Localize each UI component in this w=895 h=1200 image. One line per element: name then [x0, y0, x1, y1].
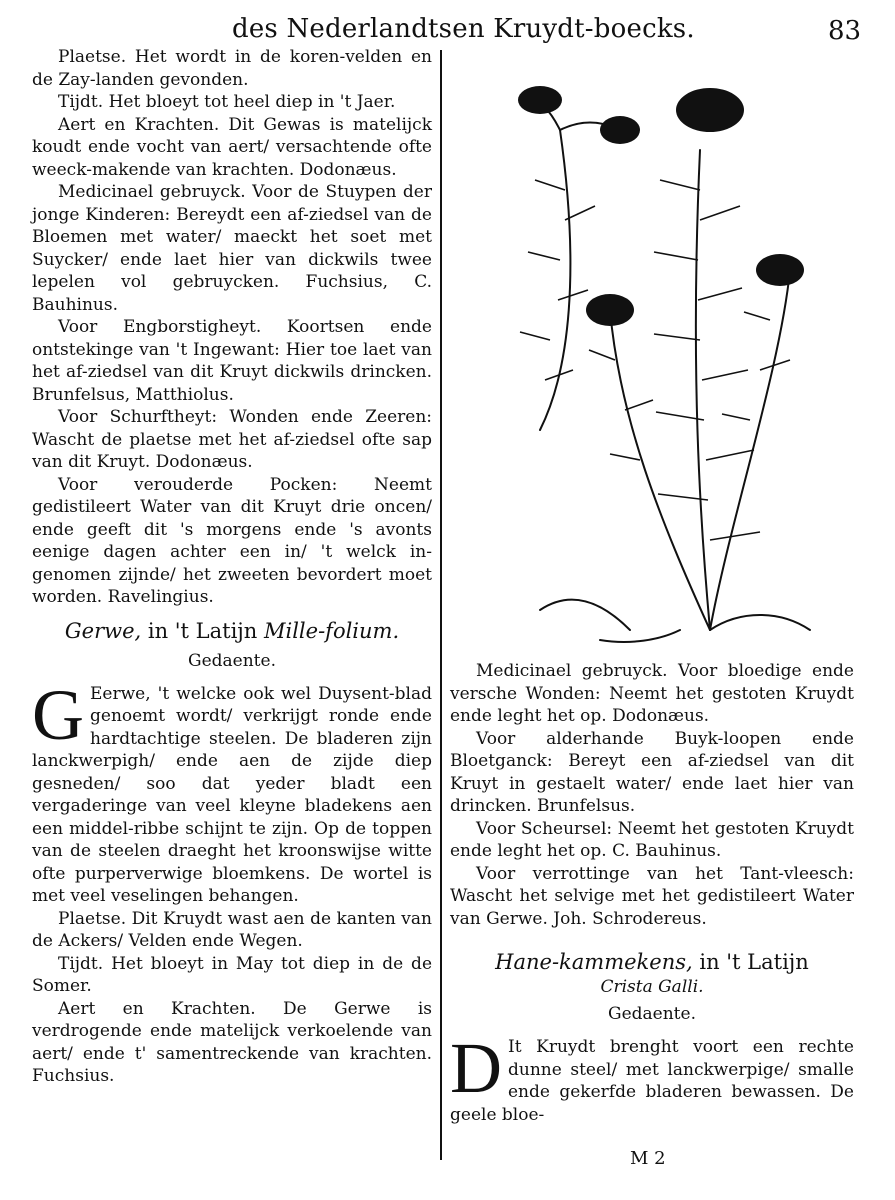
drop-cap: G [32, 674, 84, 755]
paragraph: Voor verouderde Pocken: Neemt gedistileert Water van dit Kruyt drie oncen/ ende geeft dit 's morgens ende 's avonts eenige dagen achter een in/ 't welck in-genomen zijnde/ het zweeten bevordert moet worden. Ravelingius. [32, 474, 432, 607]
paragraph: Aert en Krachten. De Gerwe is verdrogende ende matelijck verkoelende van aert/ ende t' samentreckende van krachten. Fuchsius. [32, 998, 432, 1086]
paragraph: Voor Engborstigheyt. Koortsen ende ontstekinge van 't Ingewant: Hier toe laet van het af-ziedsel van dit Kruyt dickwils drincken. Brunfelsus, Matthiolus. [32, 317, 432, 405]
paragraph: Aert en Krachten. Dit Gewas is matelijck koudt ende vocht van aert/ versachtende ofte weeck-makende van krachten. Dodonæus. [32, 114, 432, 180]
woodcut-illustration [480, 70, 820, 650]
running-header [0, 14, 895, 48]
paragraph: Plaetse. Dit Kruydt wast aen de kanten van de Ackers/ Velden ende Wegen. [32, 908, 432, 951]
paragraph: Tijdt. Het bloeyt tot heel diep in 't Jaer. [58, 92, 396, 112]
paragraph-text: Eerwe, 't welcke ook wel Duysent-blad genoemt wordt/ verkrijgt ronde ende hardtachtige steelen. De bladeren zijn lanckwerpigh/ ende aen de zijde diep gesneden/ soo dat yeder bladt een vergaderinge van veel kleyne bladekens aen een middel-ribbe schijnt te zijn. Op de toppen van de steelen draeght het kroonswijse witte ofte purperverwige bloemkens. De wortel is met veel veselingen behangen. [32, 683, 432, 906]
left-column [32, 46, 432, 1088]
section-title-gerwe [32, 617, 432, 645]
section-subhead: Gedaente. [188, 650, 276, 671]
section-title-latin: Mille-folium. [264, 618, 400, 643]
section-first-paragraph [450, 1028, 854, 1126]
section-subhead: Gedaente. [608, 1004, 696, 1024]
paragraph: Tijdt. Het bloeyt in May tot diep in de de Somer. [32, 953, 432, 996]
column-divider [440, 50, 442, 1160]
section-title-mid: in 't Latijn [141, 618, 264, 643]
paragraph: Voor alderhande Buyk-loopen ende Bloetganck: Bereyt een af-ziedsel van dit Kruyt in gestaelt water/ ende laet hier van drincken. Brunfelsus. [450, 728, 854, 816]
section-title-name: Hane-kammekens, [495, 950, 693, 974]
paragraph: Medicinael gebruyck. Voor bloedige ende versche Wonden: Neemt het gestoten Kruydt ende leght het op. Dodonæus. [450, 661, 854, 726]
signature-mark: M 2 [630, 1148, 666, 1169]
section-title-mid: in 't Latijn [692, 950, 809, 974]
section-latin-name: Crista Galli. [600, 977, 704, 997]
running-title: des Nederlandtsen Kruydt-boecks. [232, 14, 695, 44]
section-first-paragraph [32, 674, 432, 908]
paragraph-text: It Kruydt brenght voort een rechte dunne steel/ met lanckwerpige/ smalle ende gekerfde bladeren bewassen. De geele bloe- [450, 1037, 854, 1125]
paragraph: Medicinael gebruyck. Voor de Stuypen der jonge Kinderen: Bereydt een af-ziedsel van de Bloemen met water/ maeckt het soet met Suycker/ ende laet hier van dickwils twee lepelen vol gebruycken. Fuchsius, C. Bauhinus. [32, 182, 432, 315]
section-title-name: Gerwe, [64, 618, 142, 643]
section-title-hane-kammekens [450, 948, 854, 976]
paragraph: Voor Scheursel: Neemt het gestoten Kruydt ende leght het op. C. Bauhinus. [450, 818, 854, 861]
paragraph: Voor Schurftheyt: Wonden ende Zeeren: Wascht de plaetse met het af-ziedsel ofte sap van dit Kruyt. Dodonæus. [32, 407, 432, 472]
paragraph: Plaetse. Het wordt in de koren-velden en de Zay-landen gevonden. [32, 47, 432, 90]
drop-cap: D [450, 1028, 502, 1108]
right-column [450, 660, 854, 1126]
paragraph: Voor verrottinge van het Tant-vleesch: Wascht het selvige met het gedistileert Water van Gerwe. Joh. Schrodereus. [450, 863, 854, 929]
page-number: 83 [828, 16, 862, 46]
